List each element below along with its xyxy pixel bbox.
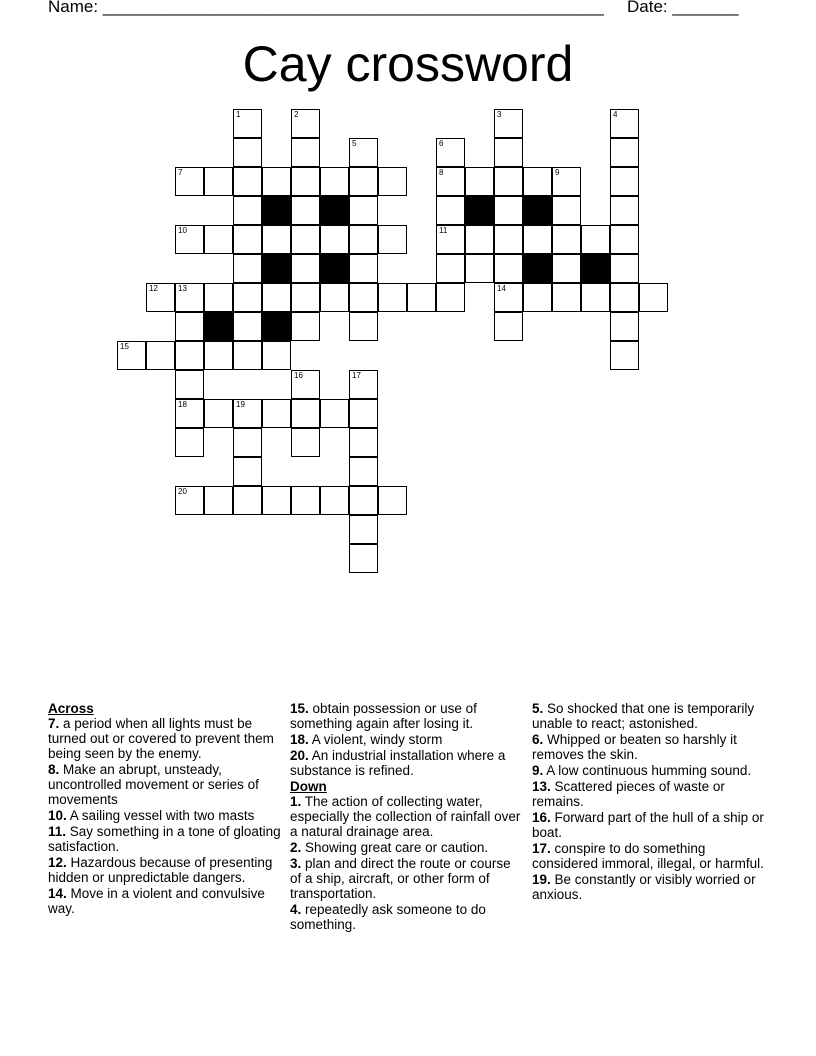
grid-cell[interactable] <box>349 312 378 341</box>
grid-cell[interactable] <box>233 283 262 312</box>
block-cell <box>523 196 552 225</box>
grid-cell[interactable] <box>349 138 378 167</box>
grid-cell[interactable] <box>262 341 291 370</box>
grid-cell[interactable] <box>204 486 233 515</box>
grid-cell[interactable] <box>320 283 349 312</box>
clue-item-number: 13. <box>532 779 551 794</box>
clue-number: 13 <box>178 284 187 293</box>
grid-cell[interactable] <box>320 167 349 196</box>
grid-cell[interactable] <box>349 428 378 457</box>
grid-cell[interactable] <box>552 167 581 196</box>
clue-number: 12 <box>149 284 158 293</box>
clue-item <box>532 763 767 778</box>
grid-cell[interactable] <box>494 283 523 312</box>
clue-item <box>48 886 283 916</box>
grid-cell[interactable] <box>233 312 262 341</box>
grid-cell[interactable] <box>581 225 610 254</box>
grid-cell[interactable] <box>465 167 494 196</box>
clue-item-number: 17. <box>532 841 551 856</box>
clue-item <box>290 732 525 747</box>
clue-item-text: Move in a violent and convulsive way. <box>48 886 265 916</box>
grid-cell[interactable] <box>233 167 262 196</box>
clue-item-number: 5. <box>532 701 544 716</box>
grid-cell[interactable] <box>320 399 349 428</box>
grid-cell[interactable] <box>523 225 552 254</box>
clue-number: 18 <box>178 400 187 409</box>
clue-item-number: 3. <box>290 856 302 871</box>
clue-number: 16 <box>294 371 303 380</box>
grid-cell[interactable] <box>494 254 523 283</box>
clue-item <box>290 902 525 932</box>
grid-cell[interactable] <box>349 254 378 283</box>
block-cell <box>262 254 291 283</box>
clue-item <box>290 840 525 855</box>
clue-number: 3 <box>497 110 502 119</box>
clue-item-text: Make an abrupt, unsteady, uncontrolled movement or series of movements <box>48 762 259 807</box>
grid-cell[interactable] <box>320 225 349 254</box>
clue-item-number: 12. <box>48 855 67 870</box>
clue-item-text: conspire to do something considered immoral, illegal, or harmful. <box>532 841 764 871</box>
grid-cell[interactable] <box>291 399 320 428</box>
clue-item-text: A low continuous humming sound. <box>546 763 752 778</box>
clues-column-1 <box>48 701 283 917</box>
grid-cell[interactable] <box>552 225 581 254</box>
grid-cell[interactable] <box>233 457 262 486</box>
name-field[interactable]: Name: _____________________________________________________ <box>48 0 604 16</box>
clue-item-number: 20. <box>290 748 309 763</box>
clue-number: 10 <box>178 226 187 235</box>
grid-cell[interactable] <box>639 283 668 312</box>
grid-cell[interactable] <box>291 196 320 225</box>
block-cell <box>465 196 494 225</box>
grid-cell[interactable] <box>233 109 262 138</box>
clue-item-text: Scattered pieces of waste or remains. <box>532 779 725 809</box>
clue-number: 5 <box>352 139 357 148</box>
grid-cell[interactable] <box>349 225 378 254</box>
grid-cell[interactable] <box>291 109 320 138</box>
clue-item <box>48 762 283 807</box>
clue-item-text: A sailing vessel with two masts <box>69 808 255 823</box>
clue-item-text: Say something in a tone of gloating satisfaction. <box>48 824 281 854</box>
grid-cell[interactable] <box>262 283 291 312</box>
grid-cell[interactable] <box>436 283 465 312</box>
clue-item-text: An industrial installation where a substance is refined. <box>290 748 506 778</box>
grid-cell[interactable] <box>146 341 175 370</box>
clue-number: 19 <box>236 400 245 409</box>
clue-item <box>48 824 283 854</box>
clue-item-text: plan and direct the route or course of a ship, aircraft, or other form of transportation. <box>290 856 511 901</box>
grid-cell[interactable] <box>291 167 320 196</box>
grid-cell[interactable] <box>552 196 581 225</box>
grid-cell[interactable] <box>233 486 262 515</box>
block-cell <box>262 312 291 341</box>
grid-cell[interactable] <box>436 196 465 225</box>
clue-item <box>532 732 767 762</box>
grid-cell[interactable] <box>349 457 378 486</box>
grid-cell[interactable] <box>204 167 233 196</box>
down-heading: Down <box>290 779 327 794</box>
grid-cell[interactable] <box>233 196 262 225</box>
clue-item-text: a period when all lights must be turned out or covered to prevent them being seen by the enemy. <box>48 716 274 761</box>
grid-cell[interactable] <box>175 370 204 399</box>
clues-column-2 <box>290 701 525 933</box>
grid-cell[interactable] <box>291 254 320 283</box>
grid-cell[interactable] <box>233 341 262 370</box>
block-cell <box>204 312 233 341</box>
grid-cell[interactable] <box>233 225 262 254</box>
grid-cell[interactable] <box>610 196 639 225</box>
grid-cell[interactable] <box>204 399 233 428</box>
clue-item <box>532 701 767 731</box>
grid-cell[interactable] <box>175 312 204 341</box>
page-title: Cay crossword <box>242 36 574 92</box>
clue-number: 11 <box>439 226 448 235</box>
block-cell <box>262 196 291 225</box>
grid-cell[interactable] <box>610 167 639 196</box>
clue-item-text: A violent, windy storm <box>311 732 443 747</box>
grid-cell[interactable] <box>262 399 291 428</box>
grid-cell[interactable] <box>610 138 639 167</box>
clue-item-number: 16. <box>532 810 551 825</box>
clue-item-text: So shocked that one is temporarily unable to react; astonished. <box>532 701 755 731</box>
clue-number: 15 <box>120 342 129 351</box>
grid-cell[interactable] <box>175 399 204 428</box>
clue-item-text: Forward part of the hull of a ship or boat. <box>532 810 764 840</box>
clue-item-text: Whipped or beaten so harshly it removes the skin. <box>532 732 737 762</box>
clue-number: 6 <box>439 139 444 148</box>
grid-cell[interactable] <box>494 109 523 138</box>
clue-item <box>290 794 525 839</box>
grid-cell[interactable] <box>378 486 407 515</box>
clue-number: 7 <box>178 168 183 177</box>
clue-item <box>532 779 767 809</box>
grid-cell[interactable] <box>175 167 204 196</box>
clue-item <box>290 701 525 731</box>
grid-cell[interactable] <box>349 196 378 225</box>
clue-item-number: 10. <box>48 808 67 823</box>
grid-cell[interactable] <box>407 283 436 312</box>
clue-item-text: Showing great care or caution. <box>305 840 489 855</box>
grid-cell[interactable] <box>175 486 204 515</box>
clue-item <box>290 856 525 901</box>
grid-cell[interactable] <box>610 341 639 370</box>
grid-cell[interactable] <box>378 225 407 254</box>
clue-item-number: 4. <box>290 902 302 917</box>
clue-number: 9 <box>555 168 560 177</box>
grid-cell[interactable] <box>291 138 320 167</box>
grid-cell[interactable] <box>291 370 320 399</box>
clue-number: 1 <box>236 110 241 119</box>
grid-cell[interactable] <box>262 486 291 515</box>
grid-cell[interactable] <box>349 399 378 428</box>
grid-cell[interactable] <box>494 196 523 225</box>
grid-cell[interactable] <box>581 283 610 312</box>
grid-cell[interactable] <box>610 254 639 283</box>
clue-item-number: 19. <box>532 872 551 887</box>
grid-cell[interactable] <box>378 283 407 312</box>
clue-item-number: 7. <box>48 716 60 731</box>
grid-cell[interactable] <box>291 428 320 457</box>
grid-cell[interactable] <box>610 312 639 341</box>
clue-item-number: 1. <box>290 794 302 809</box>
grid-cell[interactable] <box>117 341 146 370</box>
grid-cell[interactable] <box>494 138 523 167</box>
clue-item-number: 15. <box>290 701 309 716</box>
grid-cell[interactable] <box>610 225 639 254</box>
grid-cell[interactable] <box>610 109 639 138</box>
grid-cell[interactable] <box>349 167 378 196</box>
clue-item-number: 18. <box>290 732 309 747</box>
across-heading: Across <box>48 701 94 716</box>
clue-item-number: 2. <box>290 840 302 855</box>
grid-cell[interactable] <box>320 486 349 515</box>
grid-cell[interactable] <box>436 138 465 167</box>
date-field[interactable]: Date: _______ <box>627 0 739 16</box>
clue-item-number: 14. <box>48 886 67 901</box>
grid-cell[interactable] <box>204 283 233 312</box>
grid-cell[interactable] <box>233 138 262 167</box>
grid-cell[interactable] <box>494 225 523 254</box>
grid-cell[interactable] <box>233 399 262 428</box>
clues-column-3 <box>532 701 767 903</box>
grid-cell[interactable] <box>175 225 204 254</box>
grid-cell[interactable] <box>233 254 262 283</box>
grid-cell[interactable] <box>349 370 378 399</box>
clue-item <box>290 748 525 778</box>
clue-item-text: The action of collecting water, especially the collection of rainfall over a natural drainage area. <box>290 794 521 839</box>
grid-cell[interactable] <box>465 254 494 283</box>
clue-number: 8 <box>439 168 444 177</box>
block-cell <box>523 254 552 283</box>
clue-number: 20 <box>178 487 187 496</box>
clue-item <box>532 810 767 840</box>
clue-item-text: obtain possession or use of something again after losing it. <box>290 701 477 731</box>
grid-cell[interactable] <box>291 312 320 341</box>
grid-cell[interactable] <box>204 341 233 370</box>
grid-cell[interactable] <box>349 486 378 515</box>
block-cell <box>581 254 610 283</box>
grid-cell[interactable] <box>291 486 320 515</box>
grid-cell[interactable] <box>262 167 291 196</box>
block-cell <box>320 196 349 225</box>
grid-cell[interactable] <box>378 167 407 196</box>
clue-item-text: Hazardous because of presenting hidden or unpredictable dangers. <box>48 855 273 885</box>
clue-number: 17 <box>352 371 361 380</box>
block-cell <box>320 254 349 283</box>
grid-cell[interactable] <box>175 428 204 457</box>
grid-cell[interactable] <box>349 515 378 544</box>
clue-item <box>48 716 283 761</box>
grid-cell[interactable] <box>436 167 465 196</box>
grid-cell[interactable] <box>552 254 581 283</box>
clue-item <box>532 841 767 871</box>
clue-item-number: 11. <box>48 824 67 839</box>
grid-cell[interactable] <box>146 283 175 312</box>
clue-item-text: Be constantly or visibly worried or anxious. <box>532 872 756 902</box>
grid-cell[interactable] <box>494 312 523 341</box>
grid-cell[interactable] <box>436 225 465 254</box>
clue-item-number: 8. <box>48 762 60 777</box>
clue-item-number: 9. <box>532 763 544 778</box>
clue-item-number: 6. <box>532 732 544 747</box>
grid-cell[interactable] <box>552 283 581 312</box>
grid-cell[interactable] <box>494 167 523 196</box>
grid-cell[interactable] <box>291 283 320 312</box>
grid-cell[interactable] <box>436 254 465 283</box>
clue-item <box>48 808 283 823</box>
grid-cell[interactable] <box>233 428 262 457</box>
clue-number: 4 <box>613 110 618 119</box>
grid-cell[interactable] <box>204 225 233 254</box>
clue-item-text: repeatedly ask someone to do something. <box>290 902 486 932</box>
clue-item <box>48 855 283 885</box>
grid-cell[interactable] <box>175 283 204 312</box>
grid-cell[interactable] <box>465 225 494 254</box>
grid-cell[interactable] <box>523 167 552 196</box>
grid-cell[interactable] <box>291 225 320 254</box>
grid-cell[interactable] <box>262 225 291 254</box>
grid-cell[interactable] <box>349 544 378 573</box>
clue-number: 2 <box>294 110 299 119</box>
grid-cell[interactable] <box>610 283 639 312</box>
clue-number: 14 <box>497 284 506 293</box>
grid-cell[interactable] <box>175 341 204 370</box>
clue-item <box>532 872 767 902</box>
grid-cell[interactable] <box>349 283 378 312</box>
grid-cell[interactable] <box>523 283 552 312</box>
